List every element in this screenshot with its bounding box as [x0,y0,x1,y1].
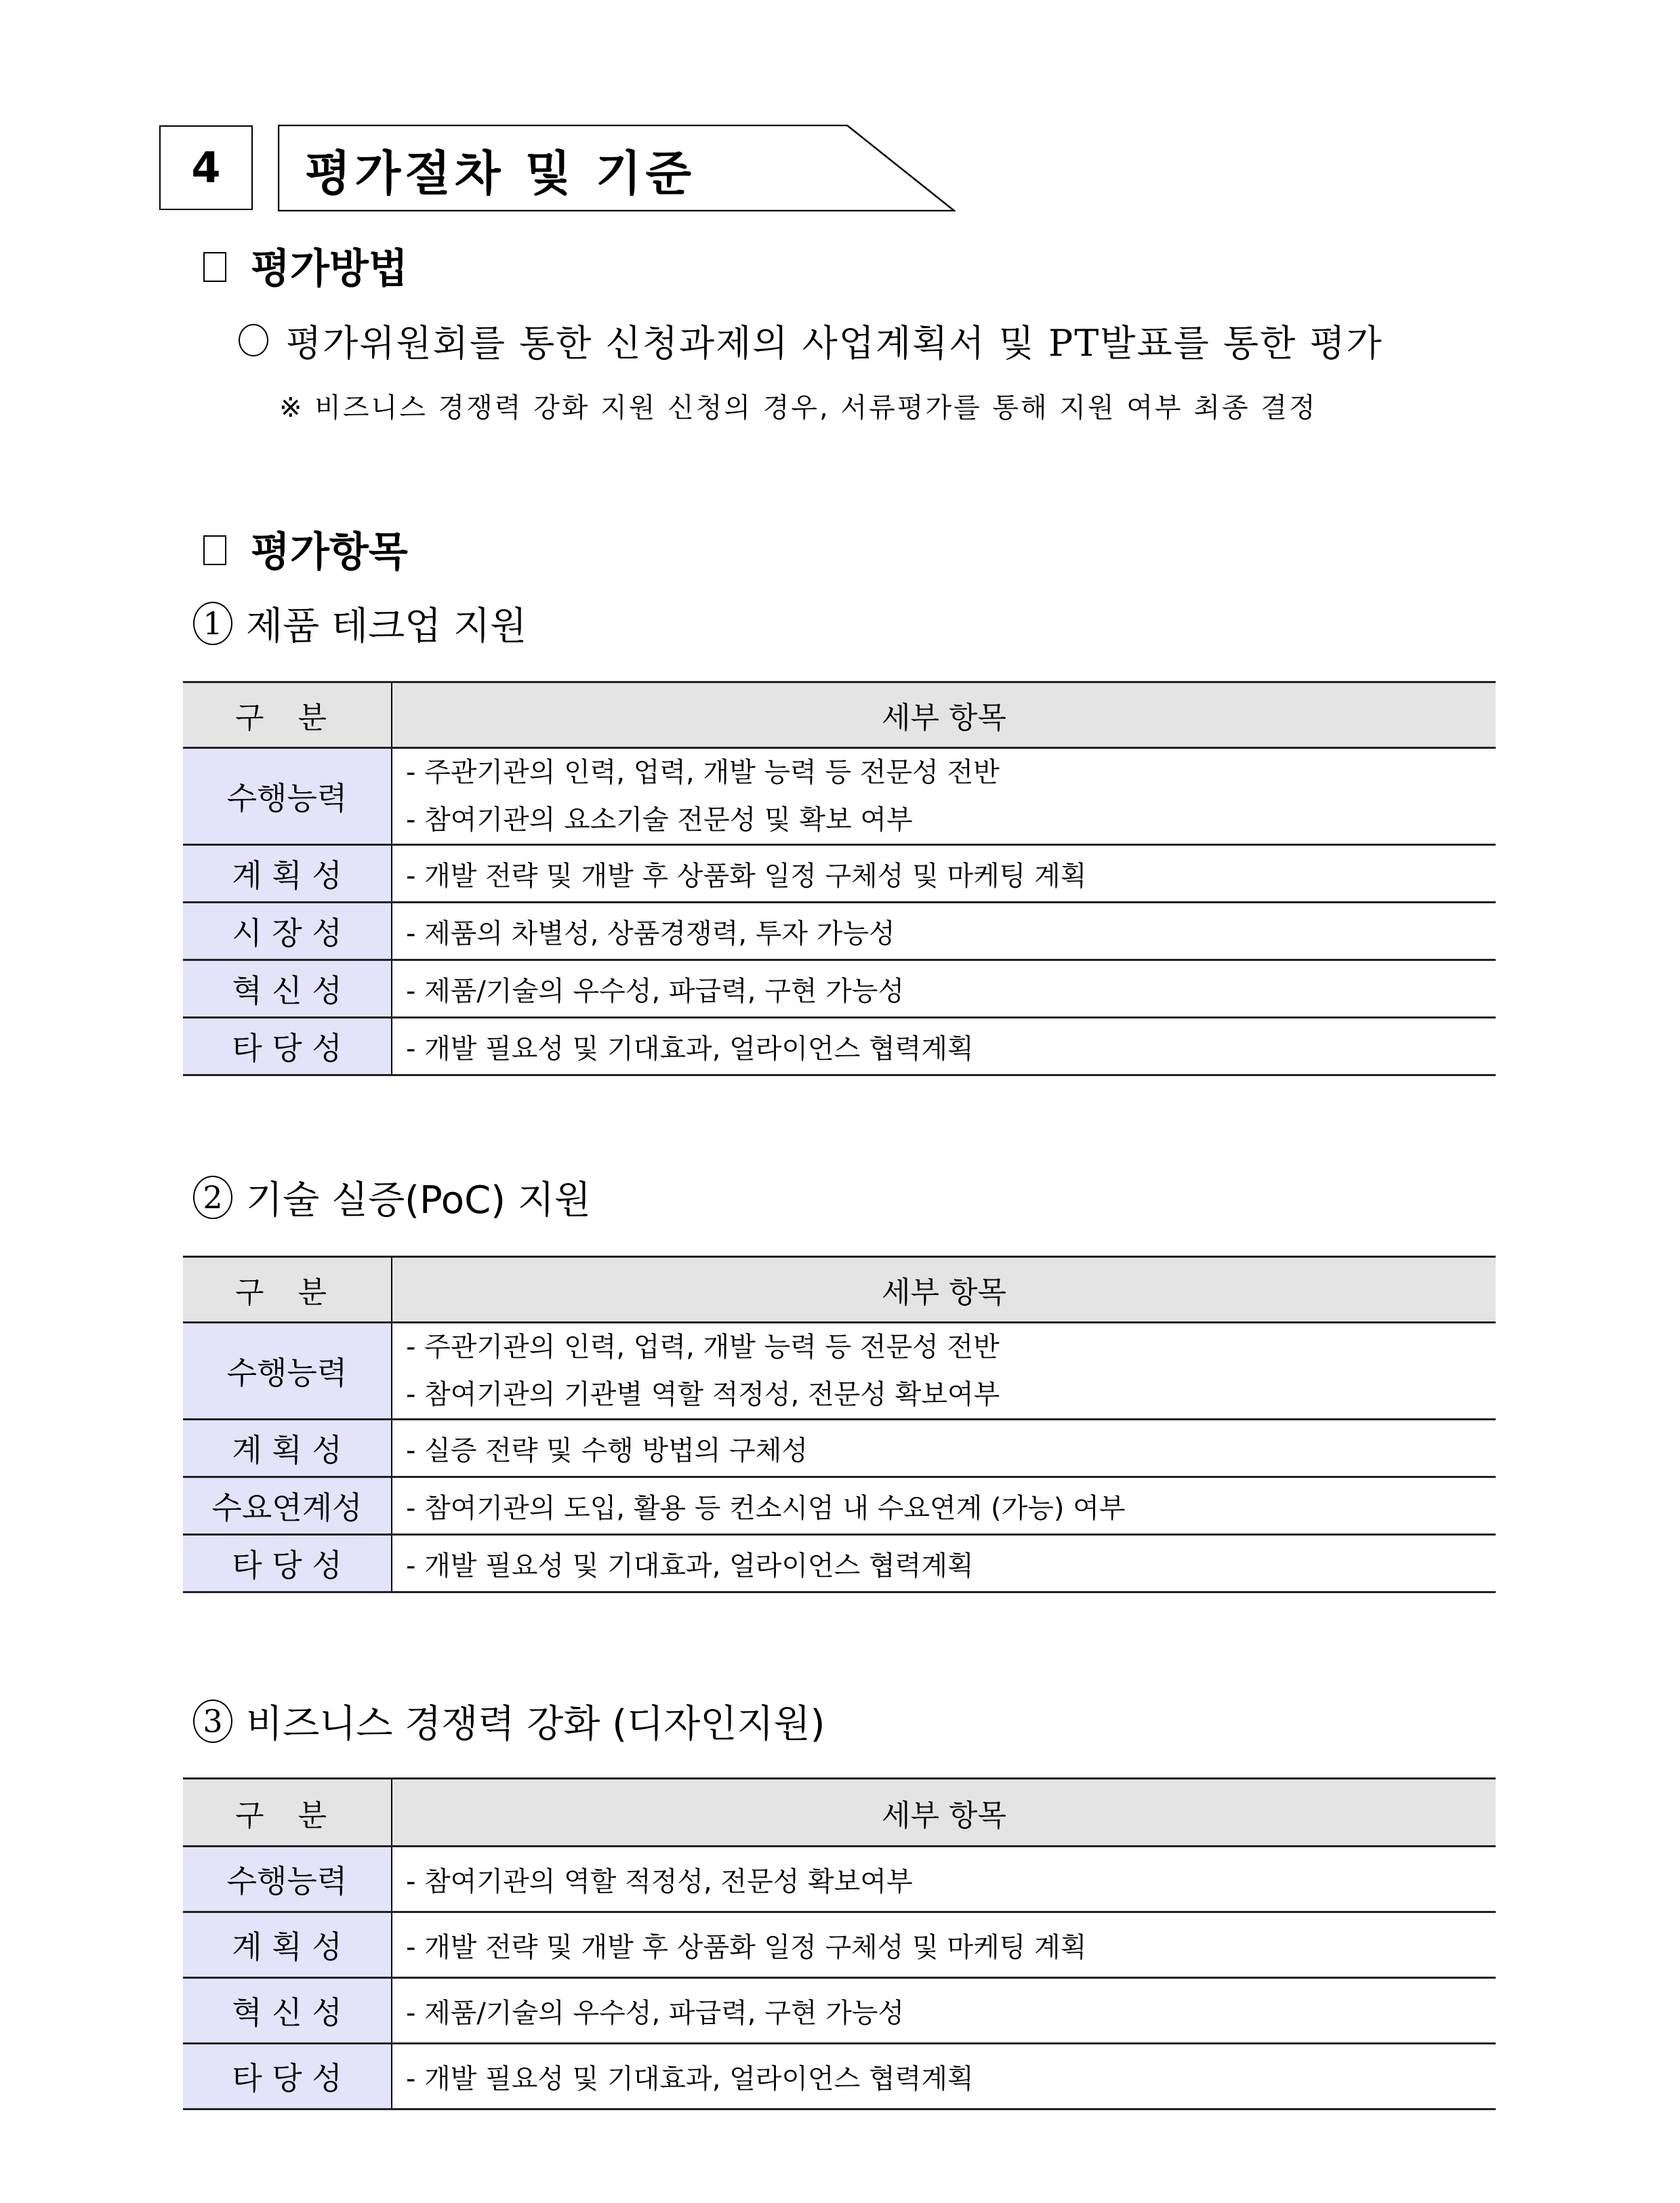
row-category: 타 당 성 [183,1535,392,1592]
row-category: 혁 신 성 [183,960,392,1018]
section-number: 4 [191,143,221,192]
row-category: 수행능력 [183,748,392,845]
detail-line: - 개발 필요성 및 기대효과, 얼라이언스 협력계획 [392,1018,1496,1075]
table-row [183,1535,1496,1592]
table-row [183,960,1496,1018]
header-category: 구 분 [183,1257,392,1323]
detail-line: - 주관기관의 인력, 업력, 개발 능력 등 전문성 전반 [406,757,1000,788]
table-row [183,845,1496,903]
row-details [392,1323,1496,1420]
detail-line: - 참여기관의 요소기술 전문성 및 확보 여부 [406,804,913,836]
criteria-table-2 [183,1256,1496,1593]
method-item [239,313,1383,367]
table2-heading [193,1170,591,1224]
detail-line: - 참여기관의 기관별 역할 적정성, 전문성 확보여부 [406,1379,1000,1410]
table-row [183,1912,1496,1978]
table-row [183,1477,1496,1535]
circled-number-2-icon: 2 [193,1176,232,1219]
table1-heading [193,596,527,651]
method-item-text: 평가위원회를 통한 신청과제의 사업계획서 및 PT발표를 통한 평가 [286,321,1383,365]
row-category: 계 획 성 [183,1420,392,1477]
row-category: 타 당 성 [183,1018,392,1075]
table-row [183,1978,1496,2044]
circle-bullet-icon [239,324,268,356]
items-heading [203,522,408,576]
detail-line: - 제품/기술의 우수성, 파급력, 구현 가능성 [392,960,1496,1018]
row-category: 계 획 성 [183,845,392,903]
row-details [392,748,1496,845]
header-detail: 세부 항목 [392,682,1496,748]
header-category: 구 분 [183,1779,392,1847]
detail-line: - 실증 전략 및 수행 방법의 구체성 [392,1420,1496,1477]
table3-title: 비즈니스 경쟁력 강화 (디자인지원) [246,1702,825,1746]
header-detail: 세부 항목 [392,1779,1496,1847]
row-category: 수행능력 [183,1323,392,1420]
row-category: 수요연계성 [183,1477,392,1535]
table-row [183,903,1496,960]
method-heading-text: 평가방법 [251,245,408,293]
method-note: ※ 비즈니스 경쟁력 강화 지원 신청의 경우, 서류평가를 통해 지원 여부 최종 결정 [279,392,1317,424]
items-heading-text: 평가항목 [251,529,408,576]
criteria-table-1 [183,681,1496,1076]
detail-line: - 참여기관의 역할 적정성, 전문성 확보여부 [392,1847,1496,1912]
square-bullet-icon [203,535,226,565]
detail-line: - 제품/기술의 우수성, 파급력, 구현 가능성 [392,1978,1496,2044]
table-row [183,1018,1496,1075]
table-row [183,1420,1496,1477]
section-number-box [159,125,253,210]
row-category: 혁 신 성 [183,1978,392,2044]
table-header-row [183,1257,1496,1323]
header-detail: 세부 항목 [392,1257,1496,1323]
detail-line: - 주관기관의 인력, 업력, 개발 능력 등 전문성 전반 [406,1332,1000,1363]
criteria-table-3 [183,1777,1496,2110]
circled-number-1-icon: 1 [193,602,232,645]
table-row [183,748,1496,845]
row-category: 계 획 성 [183,1912,392,1978]
detail-line: - 개발 전략 및 개발 후 상품화 일정 구체성 및 마케팅 계획 [392,1912,1496,1978]
table3-heading [193,1694,825,1748]
table-row [183,2044,1496,2109]
table-header-row [183,682,1496,748]
table2-title: 기술 실증(PoC) 지원 [246,1178,592,1222]
detail-line: - 개발 필요성 및 기대효과, 얼라이언스 협력계획 [392,2044,1496,2109]
detail-line: - 개발 필요성 및 기대효과, 얼라이언스 협력계획 [392,1535,1496,1592]
row-category: 시 장 성 [183,903,392,960]
square-bullet-icon [203,252,226,282]
detail-line: - 개발 전략 및 개발 후 상품화 일정 구체성 및 마케팅 계획 [392,845,1496,903]
header-category: 구 분 [183,682,392,748]
circled-number-3-icon: 3 [193,1700,232,1743]
table-row [183,1323,1496,1420]
row-category: 수행능력 [183,1847,392,1912]
detail-line: - 참여기관의 도입, 활용 등 컨소시엄 내 수요연계 (가능) 여부 [392,1477,1496,1535]
row-category: 타 당 성 [183,2044,392,2109]
table1-title: 제품 테크업 지원 [246,604,527,648]
method-heading [203,239,408,293]
section-title: 평가절차 및 기준 [305,145,696,201]
detail-line: - 제품의 차별성, 상품경쟁력, 투자 가능성 [392,903,1496,960]
table-row [183,1847,1496,1912]
table-header-row [183,1779,1496,1847]
